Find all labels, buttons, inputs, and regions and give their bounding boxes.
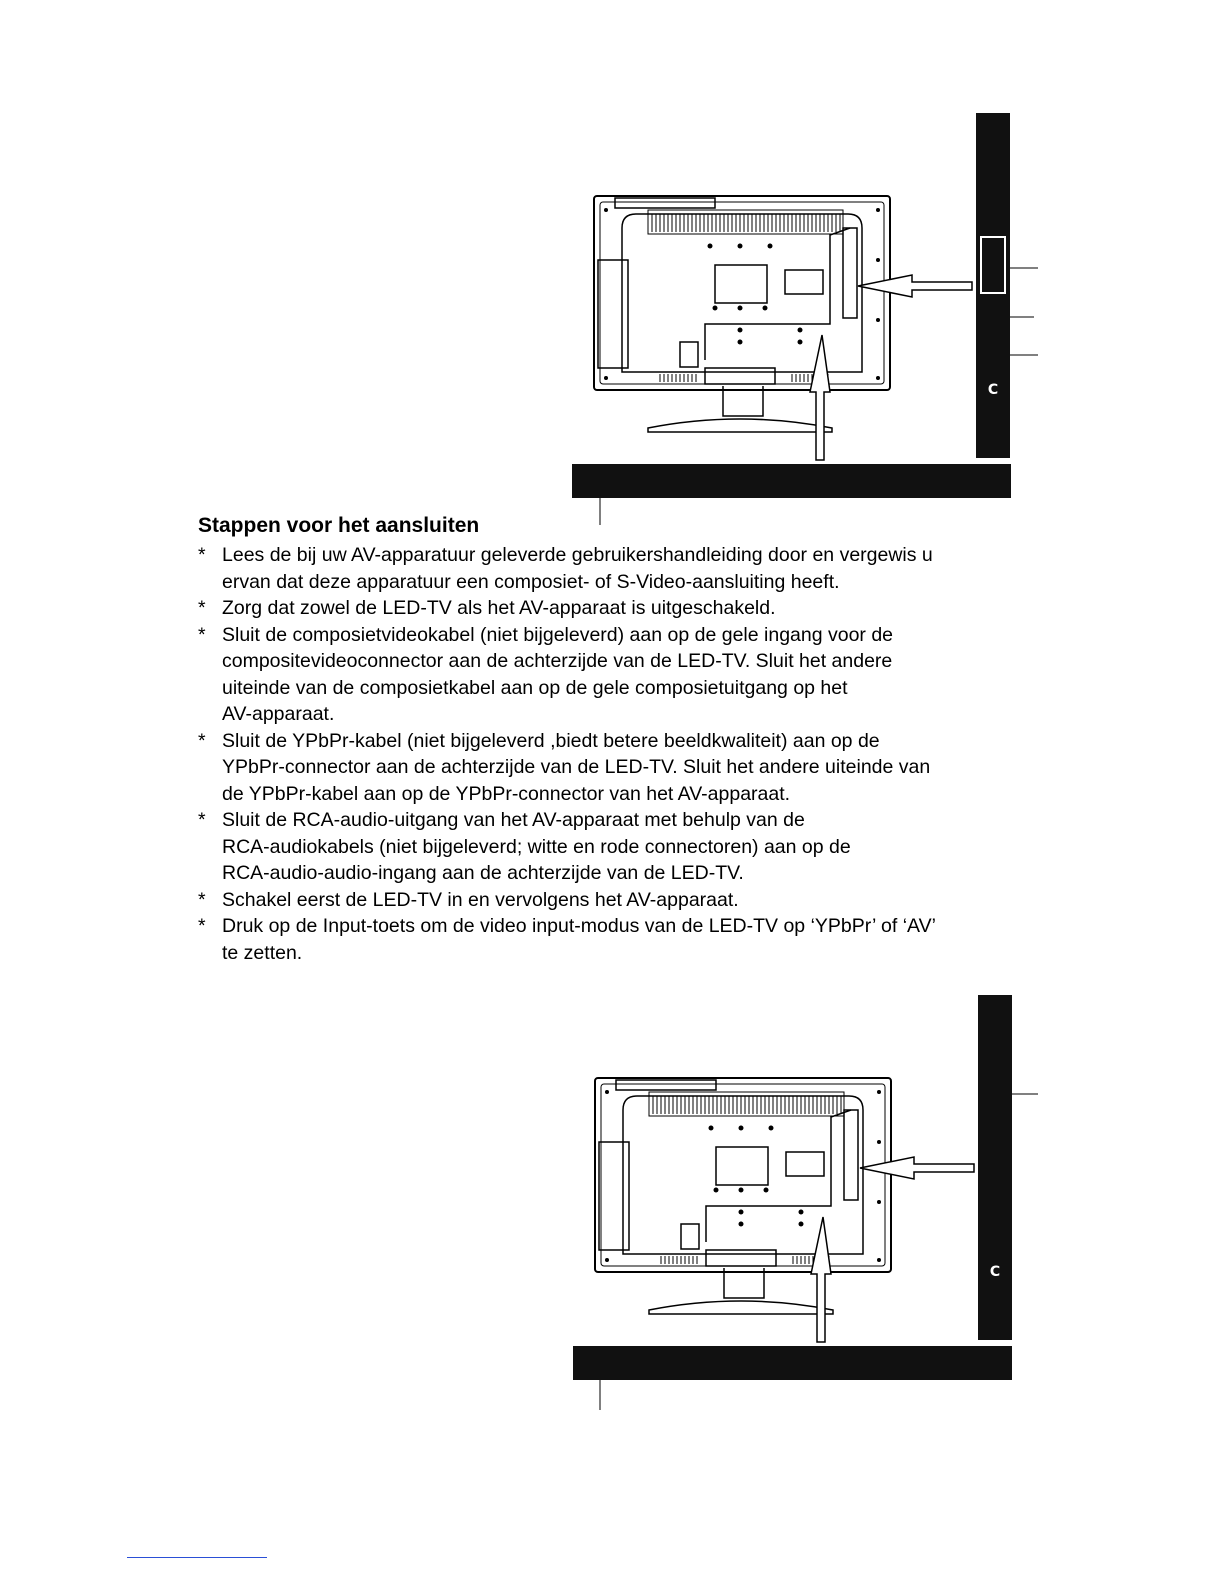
step-text: Sluit de composietvideokabel (niet bijgeleverd) aan op de gele ingang voor de compositevideoconnector aan de achterzijde van de LED-TV. Sluit het andere uiteinde van de composietkabel aan op de gele composietuitgang op het AV-apparaat. xyxy=(222,623,894,725)
bullet: * xyxy=(198,623,206,646)
bottom-bar xyxy=(573,1346,1012,1380)
bullet: * xyxy=(198,597,206,619)
tv-rear-illustration-top xyxy=(560,110,1080,530)
list-item xyxy=(198,622,1048,728)
steps-heading: Stappen voor het aansluiten xyxy=(198,514,480,537)
step-text: Druk op de Input-toets om de video input-modus van de LED-TV op ‘YPbPr’ of ‘AV’ te zetten. xyxy=(222,915,936,964)
step-text: Zorg dat zowel de LED-TV als het AV-apparaat is uitgeschakeld. xyxy=(222,597,776,619)
panel-port-icon: C xyxy=(987,382,999,398)
bottom-bar xyxy=(572,464,1011,498)
steps-list xyxy=(198,542,1048,966)
tv-rear-diagram-bottom xyxy=(560,992,1080,1417)
bullet: * xyxy=(198,888,206,911)
step-text: Schakel eerst de LED-TV in en vervolgens het AV-apparaat. xyxy=(222,888,739,911)
connection-steps xyxy=(198,513,1048,966)
list-item xyxy=(198,595,1048,622)
panel-port-icon: C xyxy=(989,1264,1001,1280)
tv-rear-diagram-top xyxy=(560,110,1080,530)
bullet: * xyxy=(198,809,206,831)
tv-rear-illustration-bottom xyxy=(560,992,1080,1417)
step-text: Sluit de YPbPr-kabel (niet bijgeleverd ,biedt betere beeldkwaliteit) aan op de YPbPr-connector aan de achterzijde van de LED-TV. Sluit het andere uiteinde van de YPbPr-kabel aan op de YPbPr-connector van het AV-apparaat. xyxy=(222,729,931,805)
footnote-separator xyxy=(127,1557,267,1558)
list-item xyxy=(198,887,1048,914)
list-item xyxy=(198,913,1048,966)
list-item xyxy=(198,807,1048,887)
bullet: * xyxy=(198,729,206,752)
step-text: Sluit de RCA-audio-uitgang van het AV-apparaat met behulp van de RCA-audiokabels (niet bijgeleverd; witte en rode connectoren) aan op de RCA-audio-audio-ingang aan de achterzijde van de LED-TV. xyxy=(222,809,851,884)
bullet: * xyxy=(198,544,206,566)
bullet: * xyxy=(198,915,206,937)
list-item xyxy=(198,542,1048,595)
list-item xyxy=(198,728,1048,808)
side-panel xyxy=(978,995,1012,1340)
step-text: Lees de bij uw AV-apparatuur geleverde gebruikershandleiding door en vergewis u ervan dat deze apparatuur een composiet- of S-Video-aansluiting heeft. xyxy=(222,544,933,593)
